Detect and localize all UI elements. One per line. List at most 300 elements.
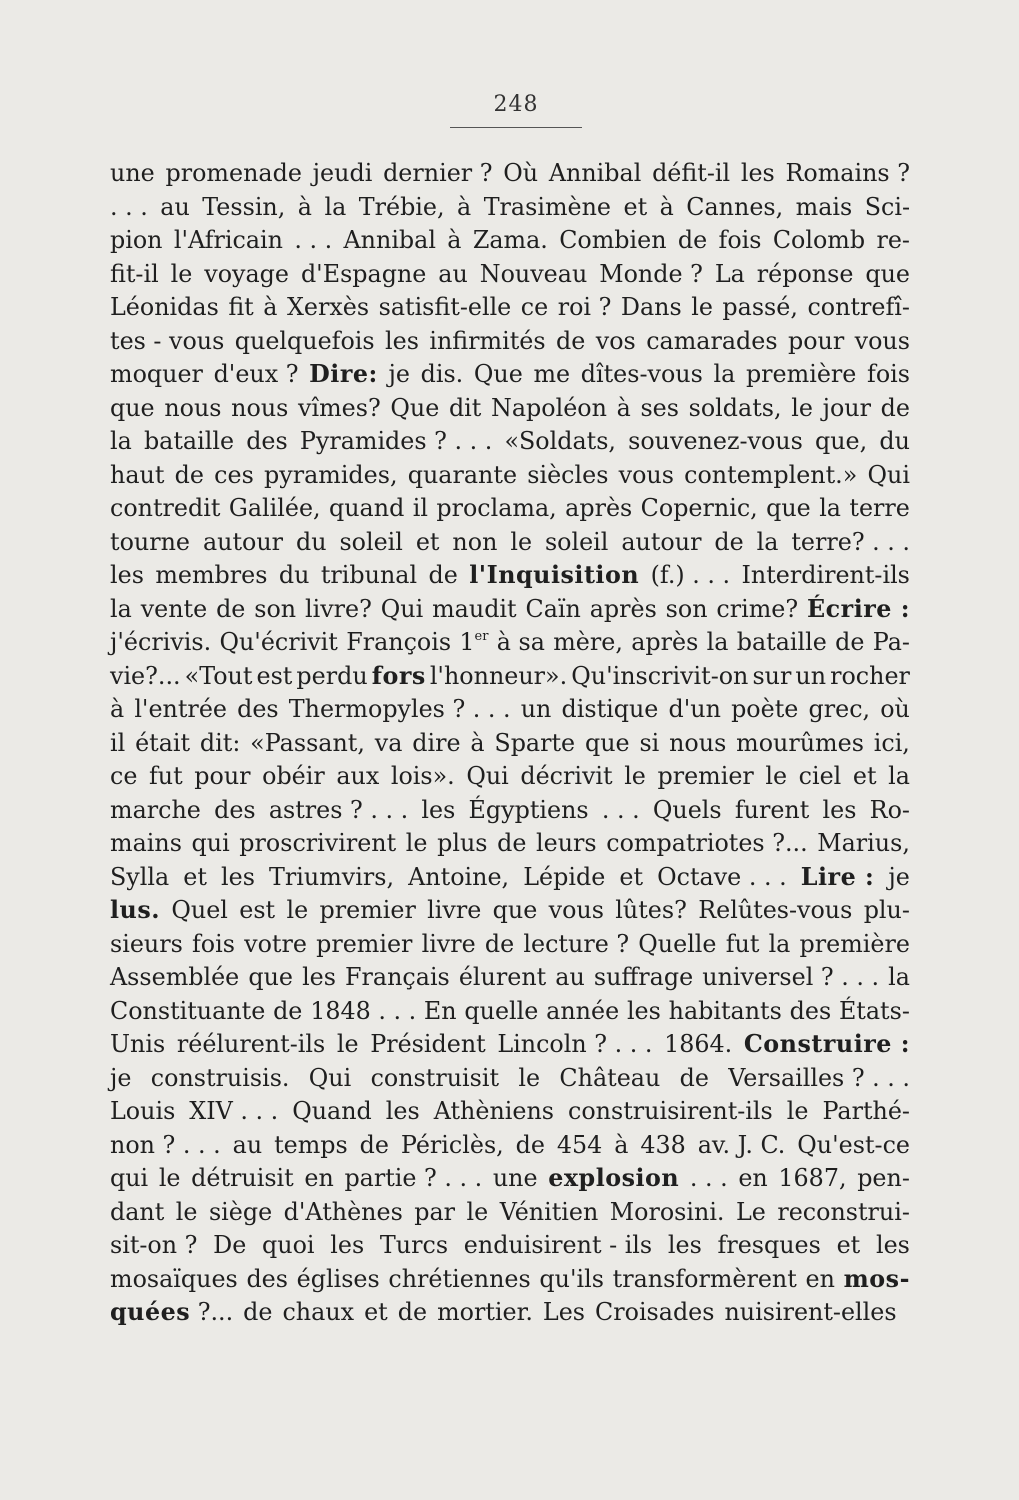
word: des bbox=[237, 695, 279, 723]
word: Égyptiens bbox=[468, 795, 589, 824]
word: la bbox=[819, 494, 841, 522]
word: . . . bbox=[294, 226, 333, 254]
word: jeudi bbox=[312, 159, 373, 187]
text-line bbox=[110, 1095, 910, 1129]
word: que bbox=[865, 259, 910, 288]
word: Château bbox=[559, 1063, 661, 1092]
word: reconstrui- bbox=[777, 1197, 910, 1226]
word: Xerxès bbox=[286, 293, 370, 321]
word: à bbox=[614, 1130, 629, 1159]
text-line bbox=[110, 559, 910, 593]
word: la bbox=[756, 527, 779, 556]
word: Construire : bbox=[743, 1030, 910, 1058]
word: à bbox=[616, 393, 631, 422]
word: le bbox=[791, 393, 813, 422]
word: Louis bbox=[110, 1097, 176, 1125]
word: tourne bbox=[110, 527, 191, 556]
word: dit: bbox=[199, 728, 241, 757]
word: membres bbox=[155, 561, 268, 589]
word: explosion bbox=[548, 1164, 680, 1192]
word: à bbox=[297, 192, 312, 221]
word: vie?... bbox=[110, 661, 181, 690]
word: de bbox=[679, 1063, 709, 1092]
word: Marius, bbox=[817, 829, 910, 857]
word: construisis. bbox=[150, 1063, 290, 1092]
word: rocher bbox=[830, 661, 910, 690]
word: de bbox=[497, 829, 527, 857]
word: soleil bbox=[544, 527, 609, 556]
text-line bbox=[110, 928, 910, 962]
word: d'Espagne bbox=[300, 259, 427, 288]
word: le bbox=[691, 293, 713, 321]
word: Qui bbox=[466, 762, 509, 790]
word: de bbox=[677, 226, 708, 254]
text-line bbox=[110, 1028, 910, 1062]
word: le bbox=[175, 1197, 198, 1226]
word: au bbox=[160, 192, 190, 221]
word: Quels bbox=[652, 795, 722, 824]
word: En bbox=[423, 996, 457, 1025]
word: décrivit bbox=[520, 762, 613, 790]
word: quées ?... bbox=[110, 1298, 234, 1326]
word: j'écrivis. bbox=[110, 628, 212, 656]
word: roi ? bbox=[557, 293, 612, 321]
word: Interdirent-ils bbox=[741, 561, 910, 589]
word: d'un bbox=[668, 695, 721, 723]
word: nous bbox=[164, 393, 222, 422]
word: plus bbox=[437, 829, 488, 857]
word: soldats, bbox=[688, 393, 782, 422]
text-line bbox=[110, 526, 910, 560]
word: Trébie, bbox=[358, 192, 445, 221]
text-line bbox=[110, 1129, 910, 1163]
word: sur bbox=[752, 661, 792, 690]
word: que, bbox=[814, 427, 868, 455]
word: quarante bbox=[407, 460, 518, 489]
word: 1687, bbox=[778, 1164, 847, 1192]
word: siège bbox=[208, 1197, 273, 1226]
word: églises bbox=[296, 1264, 380, 1293]
word: mains bbox=[110, 829, 182, 857]
word: le bbox=[786, 1097, 809, 1125]
word: contrefî- bbox=[807, 293, 910, 321]
word: vente bbox=[140, 594, 208, 623]
word: quoi bbox=[262, 1231, 315, 1259]
word: la bbox=[768, 929, 791, 958]
word: contemplent.» bbox=[684, 460, 858, 489]
word: re- bbox=[876, 226, 910, 254]
word: défit-il bbox=[652, 159, 731, 187]
word: Triumvirs, bbox=[269, 862, 395, 891]
word: lecture ? bbox=[523, 929, 630, 958]
word: le bbox=[510, 527, 533, 556]
word: le bbox=[170, 259, 193, 288]
word: de bbox=[714, 527, 744, 556]
word: Galilée, bbox=[228, 494, 321, 522]
word: ici, bbox=[873, 728, 910, 757]
word: après bbox=[589, 594, 657, 623]
word: Croisades bbox=[595, 1298, 715, 1326]
word: du bbox=[278, 561, 310, 589]
word: réponse bbox=[756, 259, 854, 288]
page-number: 248 bbox=[493, 92, 539, 117]
word: il bbox=[412, 494, 428, 522]
word: la bbox=[888, 963, 910, 991]
word: Lire : bbox=[800, 862, 875, 891]
word: les bbox=[822, 795, 857, 824]
word: ciel bbox=[798, 762, 842, 790]
word: Copernic, bbox=[640, 494, 758, 522]
word: dire bbox=[412, 728, 461, 757]
word: mos- bbox=[843, 1264, 910, 1293]
word: furent bbox=[734, 795, 810, 824]
word: les bbox=[875, 1231, 910, 1259]
word: Versailles ? . . . bbox=[728, 1063, 910, 1092]
text-line bbox=[110, 861, 910, 895]
word: la bbox=[888, 762, 910, 790]
word: quand bbox=[329, 494, 405, 522]
word: camarades bbox=[646, 326, 778, 355]
word: mortier. bbox=[437, 1298, 533, 1326]
word: perdu bbox=[296, 661, 368, 690]
word: De bbox=[213, 1231, 247, 1259]
word: mourûmes bbox=[736, 728, 864, 757]
word: les bbox=[385, 1097, 420, 1125]
word: à bbox=[470, 728, 485, 757]
word: dit bbox=[448, 393, 482, 422]
text-line bbox=[110, 1263, 910, 1297]
word: «Tout bbox=[184, 661, 253, 690]
word: les bbox=[330, 1231, 365, 1259]
word: moquer bbox=[110, 360, 203, 388]
text-line bbox=[110, 693, 910, 727]
word: Qu'est-ce bbox=[797, 1130, 910, 1159]
word: bataille bbox=[143, 427, 235, 455]
word: je bbox=[888, 862, 910, 891]
word: les bbox=[302, 963, 336, 991]
word: souvenez-vous bbox=[628, 427, 803, 455]
word: Romains ? bbox=[785, 159, 910, 187]
word: je bbox=[388, 360, 410, 388]
word: 1848 . . . bbox=[310, 996, 417, 1025]
word: 454 bbox=[556, 1130, 603, 1159]
word: non ? . . . bbox=[110, 1130, 221, 1159]
word: Sylla bbox=[110, 862, 170, 891]
word: obéir bbox=[262, 762, 325, 790]
word: premier bbox=[657, 762, 754, 790]
word: du bbox=[295, 527, 327, 556]
word: sieurs bbox=[110, 929, 183, 958]
word: les bbox=[221, 862, 255, 891]
word: satisfit-elle bbox=[378, 293, 512, 321]
word: voyage bbox=[204, 259, 289, 288]
word: Zama. bbox=[472, 226, 548, 254]
word: fois bbox=[192, 929, 235, 958]
word: nous bbox=[231, 393, 289, 422]
word: de bbox=[216, 594, 246, 623]
word: proclama, bbox=[436, 494, 557, 522]
text-line bbox=[110, 794, 910, 828]
word: premier bbox=[316, 929, 413, 958]
word: au bbox=[555, 963, 585, 991]
word: du bbox=[879, 427, 910, 455]
word: votre bbox=[244, 929, 307, 958]
text-line bbox=[110, 358, 910, 392]
word: les bbox=[667, 1231, 702, 1259]
word: Français bbox=[345, 963, 450, 991]
word: au bbox=[232, 1130, 263, 1159]
word: terre bbox=[849, 494, 910, 522]
text-line bbox=[110, 1196, 910, 1230]
word: astres ? . . . bbox=[268, 795, 409, 824]
word: Qui bbox=[308, 1063, 352, 1092]
word: pyramides, bbox=[264, 460, 398, 489]
word: «Passant, bbox=[250, 728, 365, 757]
word: où bbox=[880, 695, 910, 723]
word: et bbox=[623, 192, 648, 221]
word: et bbox=[364, 1298, 388, 1326]
word: le bbox=[336, 1030, 359, 1058]
word: la bbox=[110, 594, 132, 623]
word: autour bbox=[621, 527, 702, 556]
word: distique bbox=[561, 695, 659, 723]
word: 438 bbox=[640, 1130, 686, 1159]
word: . . . bbox=[601, 795, 640, 824]
word: pion bbox=[110, 226, 163, 254]
word: le bbox=[405, 829, 428, 857]
word: son bbox=[254, 594, 297, 623]
word: Lincoln ? . . . bbox=[497, 1030, 653, 1058]
word: quelquefois bbox=[234, 326, 375, 355]
word: une bbox=[492, 1164, 538, 1192]
word: livre? bbox=[305, 594, 372, 623]
text-line bbox=[110, 827, 910, 861]
word: transformèrent bbox=[612, 1264, 797, 1293]
word: à bbox=[457, 192, 472, 221]
text-line bbox=[110, 425, 910, 459]
word: l'Africain bbox=[173, 226, 283, 254]
word: un bbox=[520, 695, 552, 723]
word: le bbox=[466, 1197, 489, 1226]
word: de bbox=[880, 393, 910, 422]
word: Président bbox=[370, 1030, 486, 1058]
word: Parthé- bbox=[822, 1097, 910, 1125]
word: qu'ils bbox=[539, 1264, 604, 1293]
word: Colomb bbox=[772, 226, 866, 254]
word: est bbox=[256, 661, 293, 690]
word: ce bbox=[110, 762, 138, 790]
word: 1864. bbox=[664, 1030, 733, 1058]
word: Quelle bbox=[638, 929, 717, 958]
word: des bbox=[214, 795, 256, 824]
word: terre? . . . bbox=[791, 527, 910, 556]
word: Qu'inscrivit-on bbox=[571, 661, 749, 690]
word: lois». bbox=[390, 762, 455, 790]
word: d'eux ? bbox=[213, 360, 299, 388]
word: passé, bbox=[722, 293, 798, 321]
word: grec, bbox=[808, 695, 871, 723]
word: il bbox=[110, 728, 126, 757]
word: non bbox=[452, 527, 498, 556]
text-line bbox=[110, 995, 910, 1029]
word: que bbox=[248, 963, 293, 991]
word: que bbox=[766, 494, 811, 522]
word: Qui bbox=[380, 594, 424, 623]
word: Unis bbox=[110, 1030, 166, 1058]
word: en bbox=[738, 1164, 768, 1192]
word: lûtes? bbox=[615, 896, 687, 924]
word: mais bbox=[795, 192, 853, 221]
word: à sa bbox=[496, 628, 545, 656]
word: d'Athènes bbox=[283, 1197, 403, 1226]
word: construisirent-ils bbox=[568, 1097, 773, 1125]
word: Sci- bbox=[864, 192, 910, 221]
word: et bbox=[415, 527, 440, 556]
word: les bbox=[626, 996, 661, 1025]
word: après bbox=[631, 628, 699, 656]
word: siècles bbox=[527, 460, 609, 489]
word: habitants bbox=[668, 996, 782, 1025]
text-line bbox=[110, 224, 910, 258]
word: qui bbox=[110, 1164, 149, 1192]
word: XIV . . . bbox=[189, 1097, 279, 1125]
word: Quel bbox=[171, 896, 228, 924]
word: marche bbox=[110, 795, 201, 824]
word: Relûtes-vous bbox=[698, 896, 853, 924]
word: Les bbox=[542, 1298, 586, 1326]
word: année bbox=[546, 996, 620, 1025]
word: première bbox=[745, 360, 857, 388]
word: av. J. C. bbox=[697, 1130, 786, 1159]
word: des bbox=[789, 996, 832, 1025]
text-line bbox=[110, 727, 910, 761]
word: de bbox=[397, 1298, 428, 1326]
word: 1er bbox=[459, 628, 489, 656]
word: (f.) . . . bbox=[650, 561, 731, 589]
word: à bbox=[110, 695, 125, 723]
word: . . . bbox=[689, 1164, 728, 1192]
word: dernier ? bbox=[383, 159, 493, 187]
word: maudit bbox=[432, 594, 517, 623]
word: Périclès, bbox=[400, 1130, 504, 1159]
word: infirmités bbox=[429, 326, 546, 355]
word: livre bbox=[421, 929, 476, 958]
word: fit bbox=[228, 293, 254, 321]
word: de bbox=[556, 326, 586, 355]
word: fors bbox=[371, 661, 426, 690]
word: les bbox=[385, 326, 419, 355]
word: dîtes-vous bbox=[580, 360, 703, 388]
word: soleil bbox=[339, 527, 403, 556]
word: de bbox=[273, 996, 303, 1025]
word: à bbox=[447, 226, 462, 254]
word: fut bbox=[149, 762, 183, 790]
text-line bbox=[110, 492, 910, 526]
word: Morosini. bbox=[609, 1197, 725, 1226]
text-line bbox=[110, 459, 910, 493]
word: Constituante bbox=[110, 996, 266, 1025]
word: Athèniens bbox=[433, 1097, 555, 1125]
word: que bbox=[584, 728, 630, 757]
text-line bbox=[110, 157, 910, 191]
word: à bbox=[659, 192, 674, 221]
word: réélurent-ils bbox=[176, 1030, 326, 1058]
word: Turcs bbox=[379, 1231, 449, 1259]
body-text bbox=[110, 157, 910, 1330]
word: la bbox=[110, 427, 132, 455]
word: pour bbox=[787, 326, 845, 355]
text-line bbox=[110, 291, 910, 325]
word: un bbox=[795, 661, 827, 690]
word: Antoine, bbox=[408, 862, 510, 891]
text-line bbox=[110, 626, 910, 660]
word: en bbox=[304, 1164, 334, 1192]
word: lus. bbox=[110, 896, 161, 924]
word: pour bbox=[194, 762, 251, 790]
word: partie ? . . . bbox=[344, 1164, 483, 1192]
word: . . . bbox=[110, 192, 148, 221]
word: vos bbox=[595, 326, 636, 355]
word: Que bbox=[473, 360, 523, 388]
word: et bbox=[183, 862, 207, 891]
word: jour bbox=[822, 393, 871, 422]
word: contredit bbox=[110, 494, 221, 522]
word: Dans bbox=[620, 293, 682, 321]
word: haut bbox=[110, 460, 165, 489]
word: et bbox=[619, 862, 644, 891]
word: premier bbox=[319, 896, 416, 924]
word: qui bbox=[191, 829, 230, 857]
word: une bbox=[110, 159, 155, 187]
word: mère, bbox=[553, 628, 623, 656]
word: fit-il bbox=[110, 259, 159, 288]
word: construisit bbox=[370, 1063, 500, 1092]
word: Napoléon bbox=[491, 393, 607, 422]
word: Thermopyles ? . . . bbox=[288, 695, 511, 723]
word: et bbox=[852, 762, 877, 790]
word: la bbox=[706, 628, 729, 656]
word: de bbox=[428, 561, 458, 589]
word: le bbox=[518, 1063, 541, 1092]
word: Combien bbox=[559, 226, 667, 254]
text-line bbox=[110, 1062, 910, 1096]
word: Vénitien bbox=[499, 1197, 599, 1226]
word: par bbox=[414, 1197, 456, 1226]
word: vous bbox=[548, 896, 604, 924]
word: ces bbox=[214, 460, 254, 489]
word: Sparte bbox=[494, 728, 576, 757]
word: de bbox=[835, 628, 865, 656]
word: ses bbox=[640, 393, 679, 422]
word: était bbox=[135, 728, 191, 757]
word: la bbox=[713, 360, 736, 388]
word: chaux bbox=[282, 1298, 355, 1326]
word: États- bbox=[838, 996, 910, 1025]
word: La bbox=[714, 259, 745, 288]
word: la bbox=[324, 192, 347, 221]
word: si bbox=[639, 728, 660, 757]
text-line bbox=[110, 660, 910, 694]
word: vous bbox=[618, 460, 674, 489]
word: Pyramides ? . . . bbox=[299, 427, 493, 455]
word: «Soldats, bbox=[504, 427, 616, 455]
word: compatriotes ?... bbox=[606, 829, 808, 857]
word: après bbox=[565, 494, 633, 522]
text-line bbox=[110, 325, 910, 359]
word: les bbox=[740, 159, 775, 187]
word: dis. bbox=[420, 360, 464, 388]
word: que bbox=[492, 896, 538, 924]
